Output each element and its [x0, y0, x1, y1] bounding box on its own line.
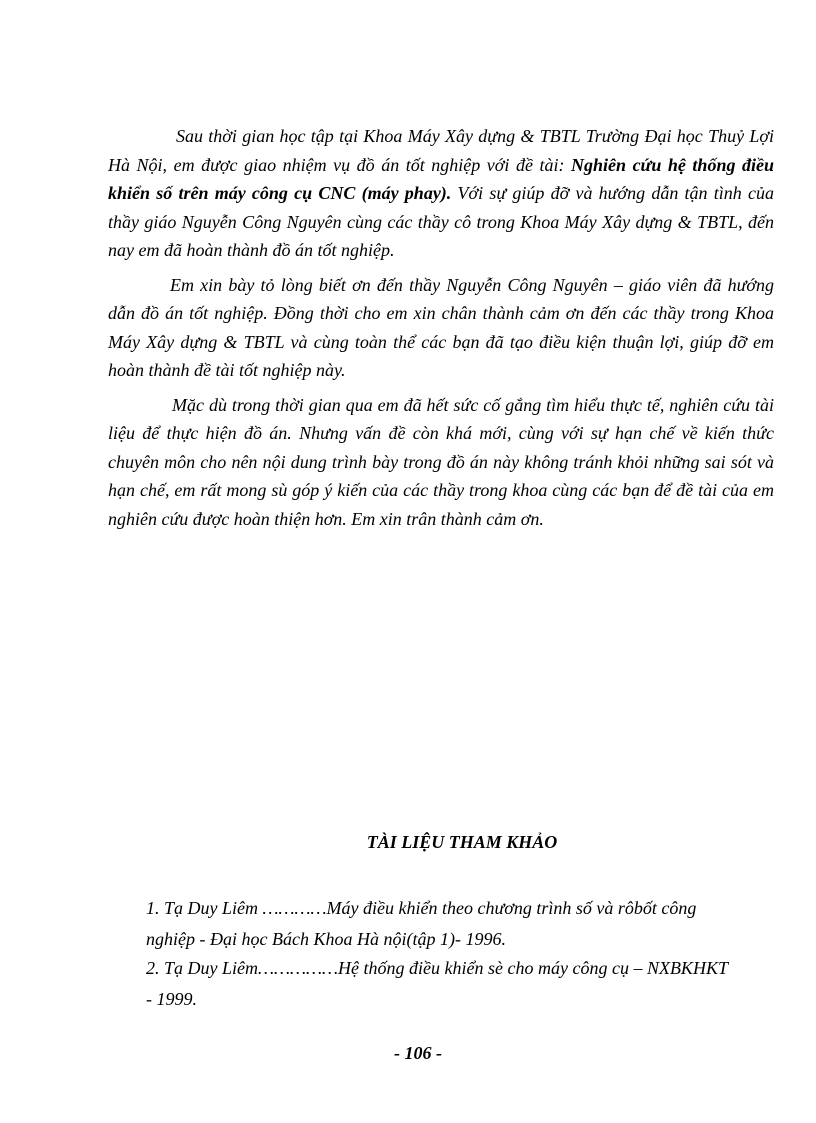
acknowledgement-section: [108, 122, 774, 539]
thesis-topic: Nghiên cứu hệ thống điều khiển số trên máy công cụ CNC (máy phay).: [108, 154, 774, 203]
acknowledgement-paragraph-1: [108, 122, 774, 265]
reference-1-author: 1. Tạ Duy Liêm …………: [146, 898, 327, 918]
reference-2-title: Hệ thống điều khiển sè cho máy công cụ – NXBKHKT: [338, 958, 728, 978]
page-number: - 106 -: [394, 1043, 442, 1063]
paragraph-1-intro: Sau thời gian học tập tại Khoa Máy Xây dựng & TBTL Trường Đại học Thuỷ Lợi Hà Nội, em được giao nhiệm vụ đồ án tốt nghiệp với đề tài:: [108, 126, 774, 175]
reference-1-publisher: nghiệp - Đại học Bách Khoa Hà nội(tập 1)- 1996.: [146, 929, 506, 949]
reference-2-publisher: - 1999.: [146, 989, 197, 1009]
reference-1-title: Máy điều khiển theo chương trình số và rôbốt công: [326, 898, 697, 918]
reference-2-author: 2. Tạ Duy Liêm……………: [146, 958, 339, 978]
references-title: TÀI LIỆU THAM KHẢO: [366, 832, 558, 852]
paragraph-1-outro: Với sự giúp đỡ và hướng dẫn tận tình của thầy giáo Nguyễn Công Nguyên cùng các thầy cô trong Khoa Máy Xây dựng & TBTL, đến nay em đã hoàn thành đồ án tốt nghiệp.: [108, 183, 774, 260]
references-list: [146, 894, 786, 1014]
reference-item-2: [146, 954, 786, 1014]
acknowledgement-paragraph-3: Mặc dù trong thời gian qua em đã hết sức cố gắng tìm hiểu thực tế, nghiên cứu tài liệu để thực hiện đồ án. Nhưng vấn đề còn khá mới, cùng với sự hạn chế về kiến thức chuyên môn cho nên nội dung trình bày trong đồ án này không tránh khỏi những sai sót và hạn chế, em rất mong sù góp ý kiến của các thầy trong khoa cùng các bạn để đề tài của em nghiên cứu được hoàn thiện hơn. Em xin trân thành cảm ơn.: [108, 394, 774, 529]
reference-item-1: [146, 894, 786, 954]
acknowledgement-paragraph-2: Em xin bày tỏ lòng biết ơn đến thầy Nguyễn Công Nguyên – giáo viên đã hướng dẫn đồ án tốt nghiệp. Đồng thời cho em xin chân thành cảm ơn đến các thầy trong Khoa Máy Xây dựng & TBTL và cùng toàn thể các bạn đã tạo điều kiện thuận lợi, giúp đỡ em hoàn thành đề tài tốt nghiệp này.: [108, 274, 774, 380]
